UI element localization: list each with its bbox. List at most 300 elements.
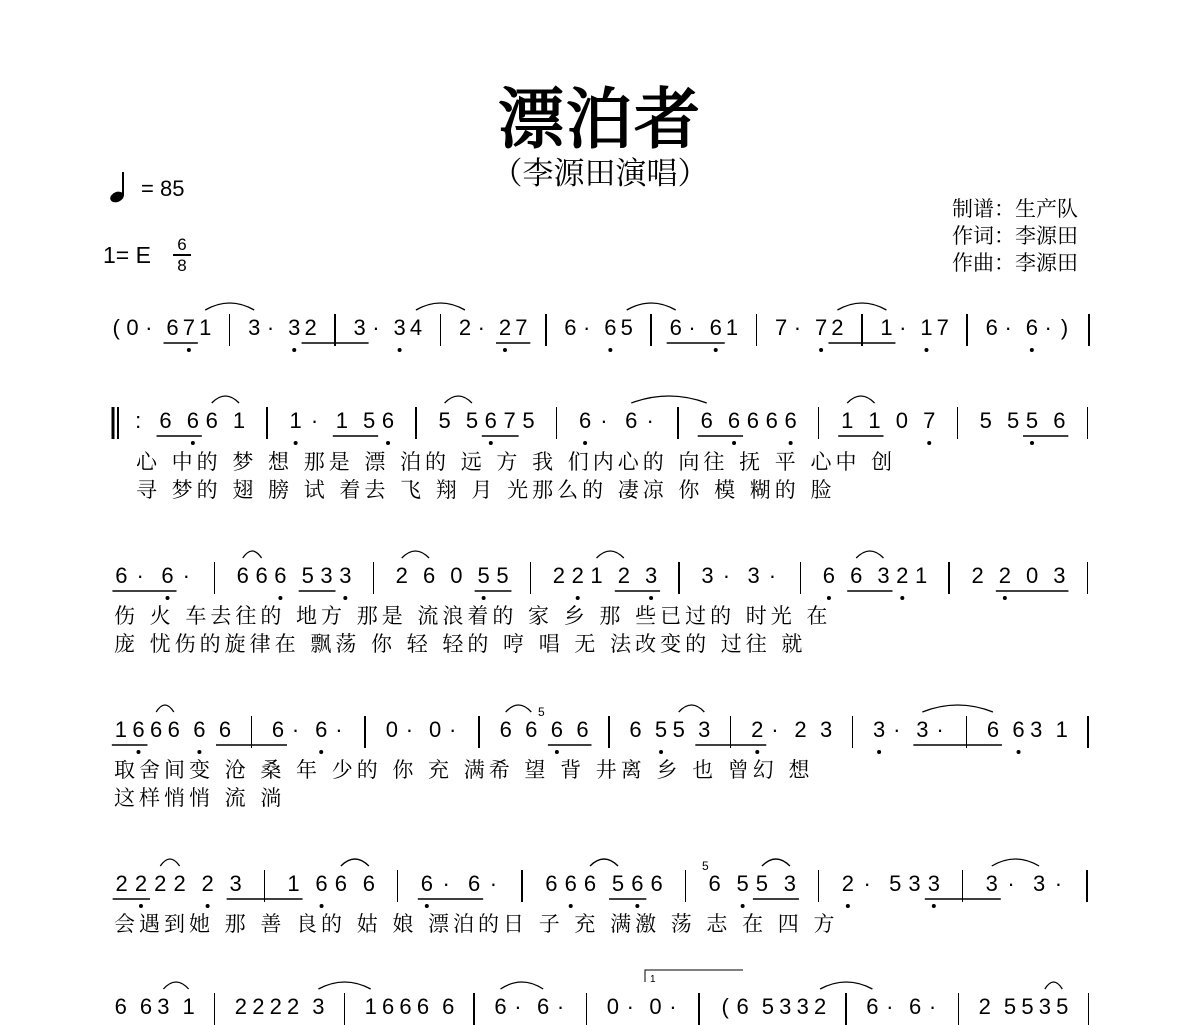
bar-line — [800, 562, 802, 594]
note: 3 — [908, 871, 921, 896]
note: 6 — [700, 408, 713, 433]
score-symbol: · — [442, 871, 450, 896]
bar-line — [530, 562, 532, 594]
bar-line — [229, 314, 231, 346]
note: 1 — [914, 563, 928, 588]
note: 6 — [765, 408, 778, 433]
octave-dot — [877, 750, 881, 754]
note: 0 — [1026, 563, 1039, 588]
bar-line — [1088, 314, 1090, 346]
credit-composer: 作曲：李源田 — [952, 251, 1078, 275]
slur — [156, 705, 174, 712]
note: 1 — [841, 408, 854, 433]
note: 6 — [114, 994, 127, 1019]
octave-dot — [1003, 596, 1007, 600]
slur — [243, 551, 262, 558]
note: 2 — [896, 563, 909, 588]
octave-dot — [398, 348, 402, 352]
score-symbol: · — [372, 315, 380, 340]
bar-line — [677, 407, 679, 439]
bar-line — [344, 993, 346, 1025]
bar-line — [845, 993, 847, 1025]
note: 6 — [205, 408, 218, 433]
note: 6 — [525, 717, 538, 742]
note: 0 — [606, 994, 619, 1019]
octave-dot — [576, 596, 580, 600]
song-title: 漂泊者 — [498, 81, 702, 158]
note: 6 — [159, 408, 172, 433]
slur — [341, 859, 369, 866]
lyric-line: 庞 忧伤的旋律在 飘荡 你 轻 轻的 哼 唱 无 法改变的 过往 就 — [114, 632, 807, 656]
bar-line — [586, 993, 588, 1025]
note: 6 — [218, 717, 232, 742]
score-symbol: · — [182, 563, 190, 588]
slur — [597, 551, 624, 558]
note: 5 — [761, 994, 774, 1019]
lyric-line: 伤 火 车去往的 地方 那是 流浪着的 家 乡 那 些已过的 时光 在 — [114, 604, 832, 628]
note: 0 — [126, 315, 139, 340]
note: 6 — [236, 563, 249, 588]
lyric-line: 会遇到她 那 善 良的 姑 娘 漂泊的日 子 充 满激 荡 志 在 四 方 — [114, 912, 839, 936]
note: 6 — [550, 717, 564, 742]
note: 7 — [515, 315, 528, 340]
note: 7 — [923, 408, 936, 433]
note: 6 — [564, 871, 577, 896]
note: 3 — [248, 315, 261, 340]
note: 6 — [986, 717, 1000, 742]
score-symbol: · — [266, 315, 275, 340]
tempo-value: = 85 — [141, 176, 185, 201]
note: 1 — [232, 408, 246, 433]
note: 6 — [334, 871, 347, 896]
bar-line — [556, 407, 558, 439]
note: 6 — [866, 994, 879, 1019]
note: 5 — [301, 563, 314, 588]
score-symbol: ( — [112, 315, 120, 340]
note: 2 — [173, 871, 186, 896]
bar-line — [334, 314, 336, 346]
note: 2 — [201, 871, 214, 896]
note: 3 — [157, 994, 170, 1019]
note: 5 — [654, 717, 668, 742]
slur — [212, 396, 239, 403]
note: 6 — [381, 994, 395, 1019]
note: 2 — [998, 563, 1011, 588]
bar-line — [966, 716, 968, 748]
octave-dot — [187, 348, 191, 352]
note: 7 — [814, 315, 828, 340]
note: 0 — [385, 717, 398, 742]
note: 7 — [182, 315, 195, 340]
octave-dot — [608, 348, 612, 352]
note: 6 — [822, 563, 836, 588]
slur — [992, 859, 1039, 866]
score-symbol: · — [1054, 871, 1063, 896]
note: 3 — [877, 563, 890, 588]
note: 5 — [496, 563, 509, 588]
note: 2 — [978, 994, 991, 1019]
note: 5 — [477, 563, 490, 588]
note: 6 — [1012, 717, 1025, 742]
note: 2 — [458, 315, 472, 340]
bar-line — [1086, 870, 1088, 902]
bar-line — [364, 716, 366, 748]
score-symbol: · — [899, 315, 907, 340]
slur — [163, 982, 188, 989]
score-symbol: · — [477, 315, 485, 340]
note: 5 — [1021, 994, 1034, 1019]
slur — [590, 859, 618, 866]
note: 1 — [868, 408, 881, 433]
bar-line — [698, 993, 700, 1025]
score-symbol: · — [886, 994, 894, 1019]
note: 5 — [465, 408, 479, 433]
slur — [856, 551, 883, 558]
note: 6 — [362, 871, 375, 896]
note: 6 — [315, 717, 328, 742]
time-signature-bottom: 8 — [177, 255, 187, 275]
bar-line — [397, 870, 399, 902]
volta-bracket — [645, 970, 743, 982]
note: 3 — [312, 994, 325, 1019]
note: 3 — [872, 717, 886, 742]
note: 2 — [571, 563, 584, 588]
note: 6 — [399, 994, 412, 1019]
bar-line — [264, 870, 266, 902]
note: 2 — [287, 994, 300, 1019]
note: 2 — [498, 315, 512, 340]
score-symbol: · — [582, 315, 591, 340]
note: 2 — [552, 563, 566, 588]
note: 6 — [115, 563, 128, 588]
octave-dot — [425, 904, 429, 908]
note: 6 — [736, 994, 749, 1019]
bar-line — [251, 716, 253, 748]
note: 6 — [784, 408, 797, 433]
octave-dot — [503, 348, 507, 352]
bar-line — [756, 314, 758, 346]
bar-line — [117, 407, 119, 439]
octave-dot — [139, 904, 143, 908]
note: 3 — [339, 563, 352, 588]
note: 0 — [895, 408, 908, 433]
bar-line — [852, 716, 854, 748]
octave-dot — [136, 750, 140, 754]
slur — [416, 303, 465, 310]
octave-dot — [924, 348, 928, 352]
note: 2 — [751, 717, 764, 742]
note: 6 — [132, 717, 145, 742]
bar-line — [521, 870, 523, 902]
octave-dot — [555, 750, 559, 754]
note: 6 — [576, 717, 589, 742]
note: 5 — [611, 871, 625, 896]
note: 3 — [288, 315, 301, 340]
note: 6 — [537, 994, 550, 1019]
note: 1 — [364, 994, 377, 1019]
note: 6 — [578, 408, 592, 433]
note: 6 — [442, 994, 455, 1019]
note: 6 — [1025, 315, 1038, 340]
slur — [205, 303, 254, 310]
note: 3 — [1032, 871, 1046, 896]
bar-line — [1087, 407, 1089, 439]
slur — [500, 982, 543, 989]
note: 2 — [134, 871, 148, 896]
score-symbol: · — [335, 717, 343, 742]
slur — [631, 396, 706, 403]
slur — [318, 982, 370, 989]
note: 6 — [1053, 408, 1066, 433]
note: 1 — [335, 408, 348, 433]
note: 6 — [255, 563, 268, 588]
note: 6 — [161, 563, 174, 588]
credit-lyricist: 作词：李源田 — [952, 224, 1078, 248]
note: 3 — [779, 994, 792, 1019]
note: 3 — [819, 717, 833, 742]
note: 3 — [701, 563, 714, 588]
octave-dot — [206, 904, 210, 908]
octave-dot — [846, 904, 850, 908]
note: 6 — [908, 994, 922, 1019]
note: 3 — [1030, 717, 1043, 742]
score-symbol: · — [688, 315, 696, 340]
bar-line — [966, 314, 968, 346]
bar-line — [415, 407, 417, 439]
score-symbol: · — [145, 315, 153, 340]
score-symbol: · — [1007, 871, 1015, 896]
score-symbol: · — [863, 871, 871, 896]
bar-line — [958, 993, 960, 1025]
slur — [160, 859, 179, 866]
note: 6 — [494, 994, 507, 1019]
octave-dot — [386, 441, 390, 445]
note: 6 — [850, 563, 863, 588]
slur — [627, 303, 676, 310]
credits — [952, 196, 1078, 277]
note: 2 — [304, 315, 317, 340]
note: 1 — [199, 315, 212, 340]
bar-line — [214, 562, 216, 594]
quarter-note-icon — [106, 170, 136, 204]
octave-dot — [569, 904, 573, 908]
note: 6 — [139, 994, 153, 1019]
slur — [847, 396, 874, 403]
score-symbol: · — [646, 408, 654, 433]
note: 3 — [229, 871, 242, 896]
score-symbol: · — [449, 717, 457, 742]
bar-line — [440, 314, 442, 346]
note: 5 — [755, 871, 769, 896]
note: 6 — [650, 871, 663, 896]
note: 5 — [1056, 994, 1069, 1019]
note: 3 — [1038, 994, 1051, 1019]
note: 5 — [979, 408, 992, 433]
note: 0 — [450, 563, 463, 588]
note: 5 — [1003, 994, 1017, 1019]
octave-dot — [319, 750, 323, 754]
bar-line — [685, 870, 687, 902]
note: 5 — [438, 408, 451, 433]
note: 2 — [814, 994, 827, 1019]
score-symbol: · — [928, 994, 937, 1019]
note: 5 — [889, 871, 902, 896]
note: 1 — [1055, 717, 1068, 742]
bar-line — [957, 407, 959, 439]
note: 6 — [468, 871, 481, 896]
note: 6 — [167, 717, 180, 742]
note: 6 — [274, 563, 287, 588]
score-symbol: · — [771, 717, 779, 742]
note: 5 — [522, 408, 535, 433]
note: 1 — [880, 315, 893, 340]
note: 6 — [315, 871, 328, 896]
octave-dot — [932, 904, 936, 908]
score-symbol: · — [405, 717, 414, 742]
score-symbol: · — [768, 563, 777, 588]
note: 3 — [393, 315, 406, 340]
note: 6 — [150, 717, 163, 742]
note: 3 — [927, 871, 940, 896]
note: 6 — [985, 315, 998, 340]
note: 1 — [287, 871, 300, 896]
note: 2 — [395, 563, 408, 588]
credit-notation: 制谱：生产队 — [952, 197, 1078, 221]
octave-dot — [649, 596, 653, 600]
octave-dot — [927, 441, 931, 445]
note: 2 — [831, 315, 844, 340]
score-symbol: · — [310, 408, 319, 433]
score-symbol: : — [135, 408, 142, 433]
bar-line — [861, 314, 863, 346]
score-symbol: ( — [721, 994, 729, 1019]
note: 1 — [114, 717, 127, 742]
note: 3 — [783, 871, 797, 896]
bar-line — [818, 407, 820, 439]
octave-dot — [294, 441, 298, 445]
score-symbol: · — [626, 994, 634, 1019]
note: 3 — [796, 994, 809, 1019]
note: 5 — [620, 315, 633, 340]
note: 2 — [971, 563, 984, 588]
octave-dot — [732, 441, 736, 445]
note: 6 — [416, 994, 430, 1019]
note: 2 — [234, 994, 248, 1019]
slur — [922, 705, 993, 712]
note: 6 — [271, 717, 285, 742]
note: 7 — [774, 315, 788, 340]
score-symbol: · — [793, 315, 802, 340]
bar-line — [678, 562, 680, 594]
note: 7 — [936, 315, 949, 340]
score-symbol: · — [291, 717, 300, 742]
note: 1 — [182, 994, 195, 1019]
score-symbol: · — [936, 717, 944, 742]
score-symbol: · — [514, 994, 522, 1019]
note: 2 — [794, 717, 807, 742]
note: 6 — [564, 315, 577, 340]
note: 3 — [353, 315, 366, 340]
note: 5 — [1007, 408, 1020, 433]
octave-dot — [755, 750, 759, 754]
octave-dot — [191, 441, 195, 445]
score-symbol: · — [556, 994, 565, 1019]
lyric-line: 取舍间变 沧 桑 年 少的 你 充 满希 望 背 井离 乡 也 曾幻 想 — [114, 758, 814, 782]
score-symbol: · — [669, 994, 677, 1019]
note: 6 — [604, 315, 617, 340]
note: 3 — [698, 717, 711, 742]
lyric-line: 寻 梦的 翅 膀 试 着去 飞 翔 月 光那么的 凄凉 你 模 糊的 脸 — [136, 478, 836, 502]
bar-line — [608, 716, 610, 748]
note: 6 — [708, 871, 721, 896]
note: 5 — [1025, 408, 1039, 433]
note: 6 — [420, 871, 433, 896]
slur — [402, 551, 429, 558]
note: 6 — [193, 717, 206, 742]
time-signature-top: 6 — [177, 235, 187, 254]
octave-dot — [819, 348, 823, 352]
note: 6 — [669, 315, 682, 340]
note: 5 — [672, 717, 685, 742]
bar-line — [650, 314, 652, 346]
octave-dot — [292, 348, 296, 352]
score-symbol: · — [1004, 315, 1012, 340]
bar-line — [730, 716, 732, 748]
volta-number: 1 — [650, 974, 656, 985]
lyric-line: 这样悄悄 流 淌 — [114, 786, 286, 810]
time-signature — [173, 236, 191, 274]
bar-line — [1088, 993, 1090, 1025]
note: 3 — [747, 563, 760, 588]
song-subtitle: （李源田演唱） — [491, 156, 709, 192]
note: 1 — [920, 315, 933, 340]
octave-dot — [789, 441, 793, 445]
note: 6 — [186, 408, 199, 433]
note: 0 — [649, 994, 662, 1019]
score-symbol: · — [136, 563, 144, 588]
note: 6 — [746, 408, 760, 433]
lyric-line: 心 中的 梦 想 那是 漂 泊的 远 方 我 们内心的 向往 抚 平 心中 创 — [136, 450, 897, 474]
octave-dot — [343, 596, 347, 600]
note: 5 — [363, 408, 376, 433]
note: 5 — [736, 871, 749, 896]
octave-dot — [659, 750, 663, 754]
note: 3 — [916, 717, 929, 742]
octave-dot — [489, 441, 493, 445]
grace-note: 5 — [702, 859, 709, 873]
score-symbol: · — [489, 871, 498, 896]
note: 6 — [625, 408, 638, 433]
key-text: 1= E — [103, 242, 151, 268]
slur — [445, 396, 472, 403]
note: 7 — [503, 408, 516, 433]
score-symbol: · — [722, 563, 731, 588]
bar-line — [962, 870, 964, 902]
octave-dot — [1017, 750, 1021, 754]
octave-dot — [583, 441, 587, 445]
note: 6 — [629, 717, 642, 742]
note: 4 — [409, 315, 423, 340]
octave-dot — [900, 596, 904, 600]
score-symbol: · — [893, 717, 901, 742]
note: 6 — [545, 871, 558, 896]
octave-dot — [635, 904, 639, 908]
octave-dot — [1030, 441, 1034, 445]
note: 3 — [644, 563, 658, 588]
note: 6 — [583, 871, 597, 896]
score-symbol: · — [1044, 315, 1052, 340]
bar-line — [266, 407, 268, 439]
